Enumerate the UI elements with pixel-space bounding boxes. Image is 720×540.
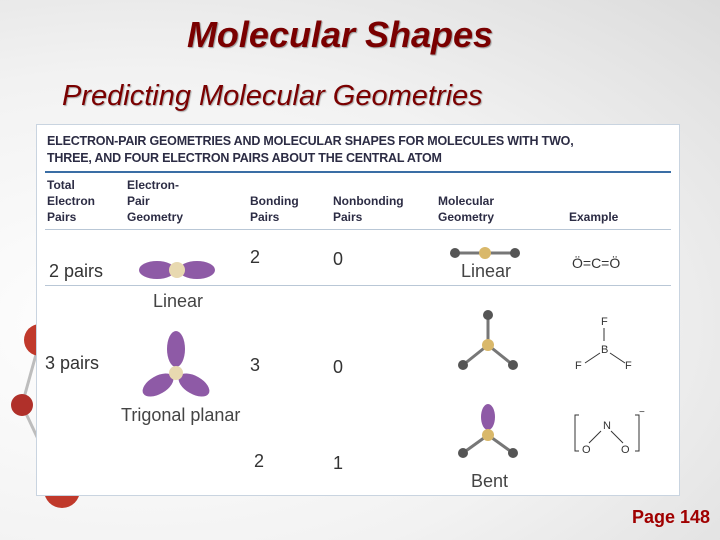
row1-epg-name: Linear [153, 291, 204, 311]
row3-mol-geom: Bent [471, 471, 509, 491]
col-total-electron-pairs: Total Electron Pairs [47, 178, 96, 224]
row1-bonding: 2 [250, 247, 261, 267]
row2-nonbonding: 0 [333, 357, 344, 377]
heading-rule [45, 171, 671, 173]
bent-molecule-diagram [453, 403, 523, 469]
row1-total: 2 pairs [49, 261, 104, 281]
figure-heading [47, 133, 573, 167]
svg-text:O: O [582, 444, 591, 456]
row1-mol-geom: Linear [461, 261, 512, 281]
heading-line-2: THREE, AND FOUR ELECTRON PAIRS ABOUT THE CENTRAL ATOM [47, 151, 442, 165]
slide-subtitle: Predicting Molecular Geometries [62, 80, 483, 112]
header-rule [45, 229, 671, 230]
row1-example-co2: Ö=C=Ö [572, 255, 621, 271]
svg-text:F: F [625, 360, 632, 372]
col-electron-pair-geometry: Electron- Pair Geometry [127, 178, 184, 224]
col-bonding-pairs: Bonding Pairs [250, 194, 299, 224]
row2-epg-name: Trigonal planar [121, 405, 241, 425]
linear-electron-pair-model [137, 253, 217, 287]
trigonal-planar-electron-pair-model [141, 329, 211, 405]
no2-lewis-structure [573, 411, 645, 461]
row2-total: 3 pairs [45, 353, 100, 373]
geometry-table-figure [36, 124, 680, 496]
bf3-lewis-structure [573, 313, 637, 373]
col-nonbonding-pairs: Nonbonding Pairs [333, 194, 404, 224]
svg-text:F: F [575, 360, 582, 372]
svg-text:F: F [601, 316, 608, 328]
col-example: Example [569, 210, 619, 224]
svg-text:B: B [601, 344, 609, 356]
page-number: Page 148 [631, 507, 710, 527]
row1-nonbonding: 0 [333, 249, 344, 269]
trigonal-planar-molecule-diagram [453, 305, 523, 377]
svg-text:O: O [621, 444, 630, 456]
row2-bonding: 3 [250, 355, 261, 375]
svg-text:−: − [639, 411, 645, 418]
col-molecular-geometry: Molecular Geometry [438, 194, 495, 224]
heading-line-1: ELECTRON-PAIR GEOMETRIES AND MOLECULAR SHAPES FOR MOLECULES WITH TWO, [47, 134, 574, 148]
slide-title: Molecular Shapes [186, 14, 494, 55]
row3-nonbonding: 1 [333, 453, 344, 473]
svg-text:N: N [603, 420, 611, 432]
row3-bonding: 2 [254, 451, 265, 471]
